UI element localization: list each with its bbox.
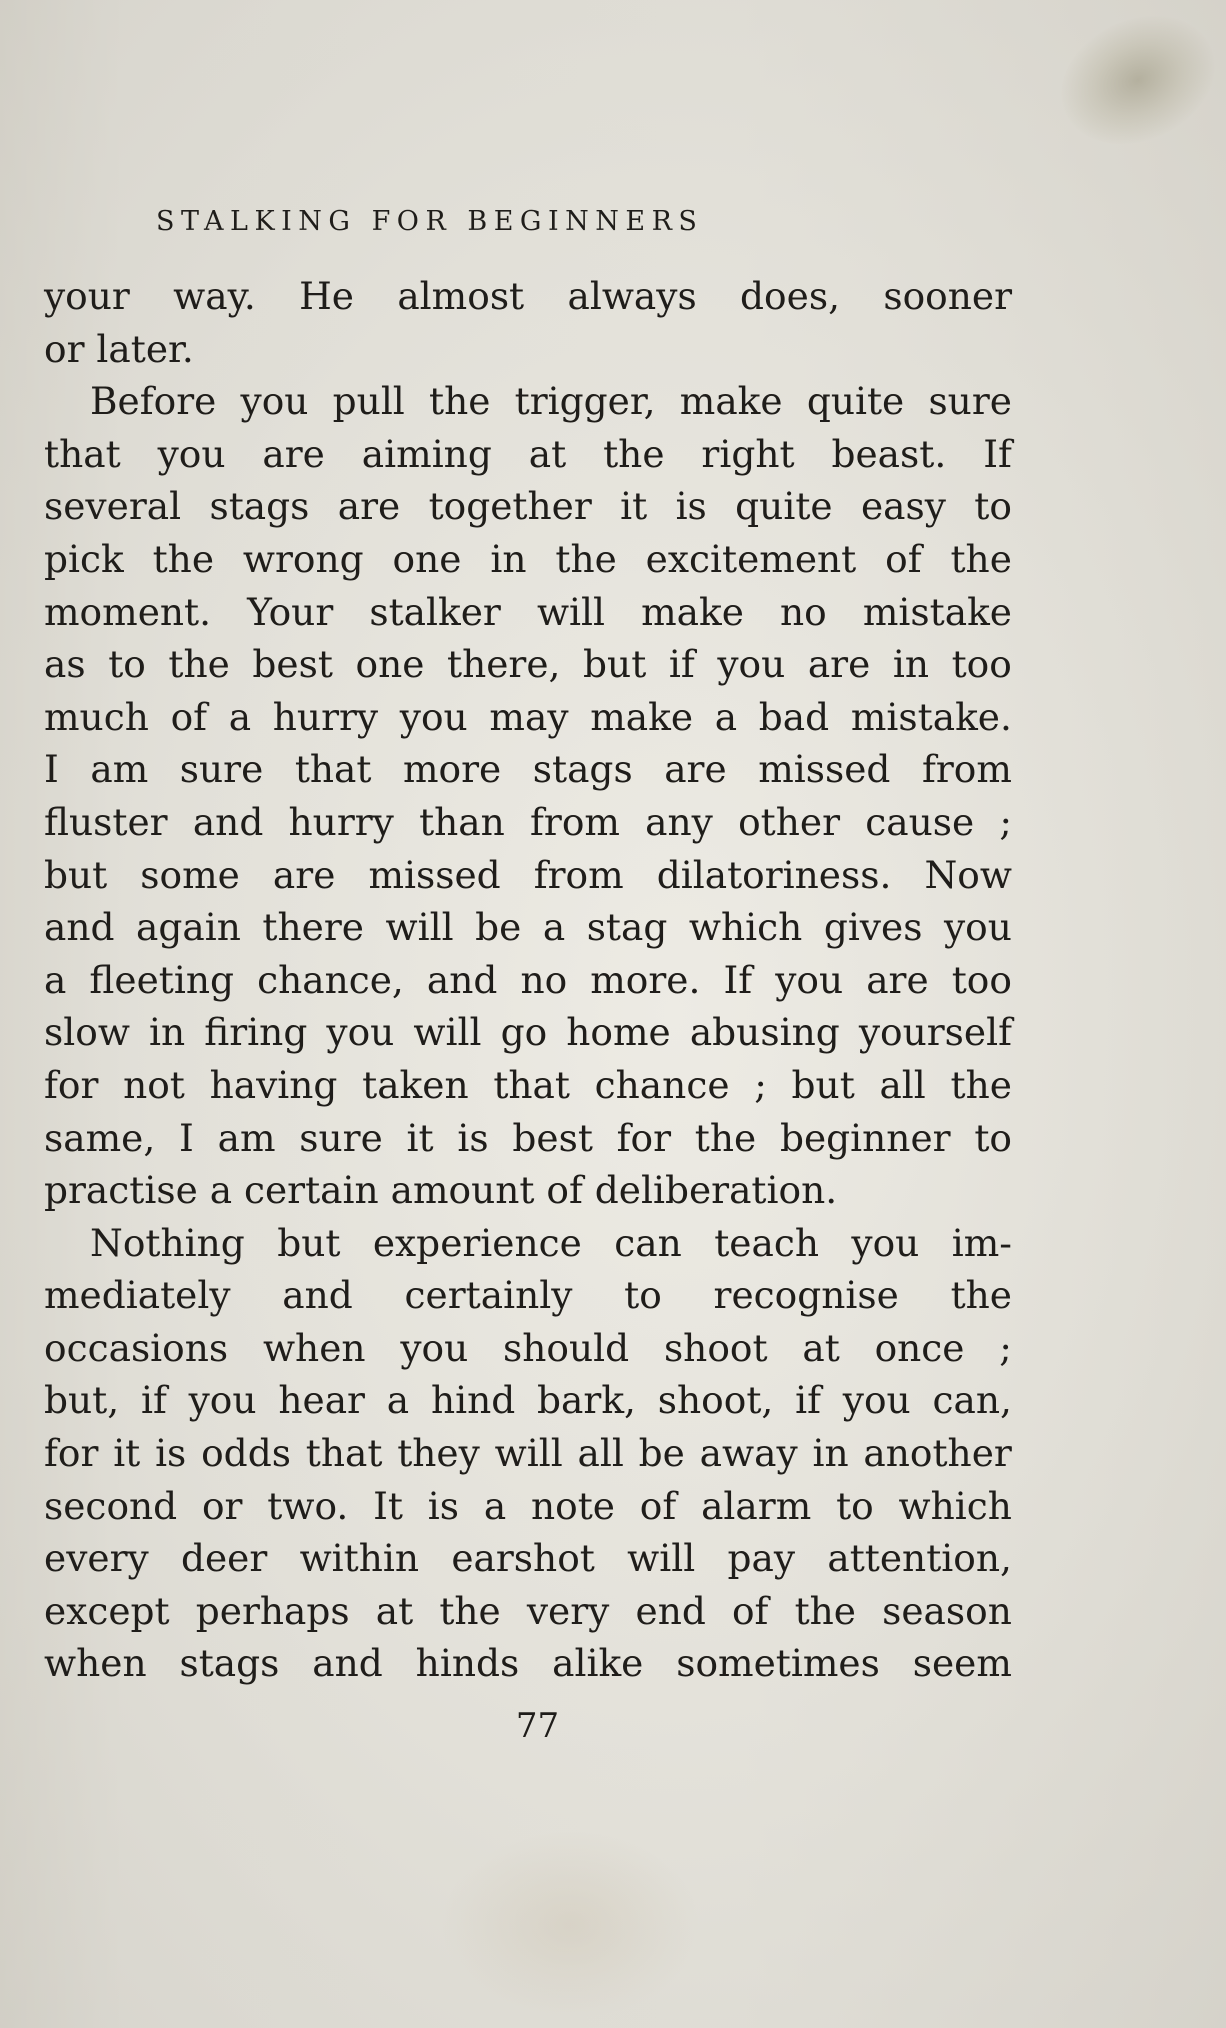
word: for [44,1062,99,1107]
word: stags [209,484,310,529]
word: dilatoriness. [656,852,892,897]
word: to [108,642,146,687]
word: cause [865,799,975,844]
text-line [44,1322,1012,1375]
word: again [136,905,241,950]
word: or [201,1483,243,1528]
word: if [795,1378,821,1423]
word: alike [552,1641,644,1686]
word: a [44,957,67,1002]
word: two. [267,1483,349,1528]
word: and [426,957,498,1002]
word: except [44,1588,170,1633]
text-line [44,849,1012,902]
word: no [780,589,827,634]
word: very [526,1588,610,1633]
word: if [668,642,695,687]
word: Now [924,852,1012,897]
word: other [738,799,840,844]
word: gives [823,905,923,950]
word: hurry [288,799,394,844]
word: the [555,536,617,581]
word: recognise [713,1273,899,1318]
word: shoot, [657,1378,774,1423]
word: you [851,1220,920,1265]
word: missed [368,852,501,897]
word: for [44,1431,99,1476]
word: beginner [779,1115,951,1160]
word: is [155,1431,187,1476]
word: perhaps [195,1588,350,1633]
word: than [419,799,505,844]
word: ; [999,799,1012,844]
word: your [44,274,130,318]
page-number: 77 [515,1706,560,1746]
word: abusing [689,1010,840,1055]
text-line [44,1269,1012,1322]
word: the [603,431,665,476]
word: are [337,484,401,529]
word: for [616,1115,672,1160]
word: you [943,905,1012,950]
text-line: practise a certain amount of deliberation. [44,1168,838,1213]
word: from [533,852,624,897]
word: teach [714,1220,819,1265]
word: quite [806,379,905,424]
text-line [44,1427,1012,1480]
text-line [44,586,1012,639]
word: hind [430,1378,516,1423]
text-line [44,954,1012,1007]
word: a [483,1483,507,1528]
word: earshot [451,1536,595,1581]
word: is [427,1483,460,1528]
word: all [577,1431,624,1476]
word: more [402,747,502,792]
word: from [530,799,620,844]
word: I [179,1115,194,1160]
word: the [168,642,230,687]
page-discoloration [440,1830,700,2020]
word: taken [362,1062,469,1107]
word: chance [594,1062,730,1107]
word: it [113,1431,141,1476]
word: am [217,1115,276,1160]
word: are [866,957,929,1002]
word: attention, [827,1536,1012,1581]
word: at [528,431,567,476]
word: the [694,1115,757,1160]
word: best [512,1115,593,1160]
text-line [44,1637,1012,1690]
word: several [44,484,182,529]
text-line [44,270,1012,323]
word: within [299,1536,420,1581]
word: the [439,1588,501,1633]
word: too [951,642,1012,687]
word: will [494,1431,563,1476]
word: hear [278,1378,365,1423]
word: seem [912,1641,1012,1686]
word: does, [740,274,840,318]
word: fleeting [89,957,235,1002]
text-line [44,1374,1012,1427]
word: having [209,1062,338,1107]
word: from [921,747,1012,792]
text-line [44,1112,1012,1165]
word: every [44,1536,149,1581]
word: but [277,1220,341,1265]
word: sure [179,747,264,792]
text-line [44,1059,1012,1112]
word: note [531,1483,615,1528]
word: the [950,1273,1012,1318]
word: you [400,1325,469,1370]
word: certainly [404,1273,573,1318]
word: there [262,905,364,950]
word: may [489,694,569,739]
word: any [645,799,713,844]
text-line [44,428,1012,481]
text-line [44,1480,1012,1533]
word: in [892,642,930,687]
word: one [355,642,425,687]
text-line [44,1217,1012,1270]
word: of [170,694,208,739]
running-head: STALKING FOR BEGINNERS [156,206,704,237]
word: home [566,1010,671,1055]
word: quite [735,484,833,529]
word: no [520,957,568,1002]
word: another [863,1431,1012,1476]
word: the [152,536,215,581]
word: of [639,1483,677,1528]
word: is [457,1115,489,1160]
text-line [44,1532,1012,1585]
word: that [305,1431,383,1476]
word: you [399,694,468,739]
word: mistake. [850,694,1012,739]
word: one [392,536,462,581]
word: pay [727,1536,796,1581]
word: you [240,379,309,424]
word: away [699,1431,798,1476]
text-line [44,480,1012,533]
word: you [326,1010,395,1055]
word: pull [332,379,405,424]
word: much [44,694,149,739]
word: to [836,1483,874,1528]
word: always [567,274,697,318]
text-line [44,743,1012,796]
word: when [44,1641,147,1686]
word: almost [397,274,525,318]
word: which [898,1483,1012,1528]
word: when [262,1325,366,1370]
word: wrong [242,536,364,581]
word: and [192,799,264,844]
word: and [312,1641,383,1686]
word: will [385,905,454,950]
text-line: or later. [44,326,194,371]
word: of [731,1588,769,1633]
word: it [406,1115,434,1160]
word: as [44,642,86,687]
word: that [294,747,372,792]
word: the [950,1062,1012,1107]
word: If [723,957,753,1002]
word: be [638,1431,685,1476]
word: experience [372,1220,582,1265]
word: It [373,1483,403,1528]
word: stags [179,1641,280,1686]
word: is [675,484,707,529]
word: Before [90,379,217,424]
word: but [791,1062,855,1107]
word: sure [299,1115,383,1160]
word: to [624,1273,662,1318]
word: odds [201,1431,291,1476]
word: will [627,1536,696,1581]
page-stain [1040,0,1226,168]
word: of [885,536,922,581]
word: firing [204,1010,308,1055]
word: to [974,1115,1012,1160]
word: make [679,379,783,424]
word: missed [758,747,891,792]
word: am [90,747,149,792]
word: too [951,957,1012,1002]
word: a [714,694,738,739]
word: at [802,1325,840,1370]
word: pick [44,536,124,581]
word: shoot [663,1325,768,1370]
word: chance, [257,957,404,1002]
word: be [475,905,522,950]
word: sooner [883,274,1012,318]
word: and [44,905,115,950]
word: will [413,1010,482,1055]
word: excitement [645,536,857,581]
word: can, [932,1378,1012,1423]
word: alarm [701,1483,812,1528]
word: you [717,642,786,687]
word: mistake [862,589,1012,634]
word: you [188,1378,257,1423]
word: hinds [415,1641,520,1686]
word: aiming [361,431,492,476]
word: sure [928,379,1012,424]
word: are [272,852,336,897]
word: mediately [44,1273,231,1318]
word: are [664,747,727,792]
word: If [983,431,1012,476]
word: bark, [537,1378,636,1423]
word: will [536,589,606,634]
word: slow [44,1010,130,1055]
word: you [775,957,844,1002]
word: moment. [44,589,212,634]
word: all [879,1062,926,1107]
word: He [299,274,354,318]
word: in [149,1010,186,1055]
text-line [44,1006,1012,1059]
word: but [583,642,647,687]
word: make [641,589,744,634]
word: in [812,1431,849,1476]
word: a [386,1378,410,1423]
word: go [500,1010,548,1055]
word: best [252,642,333,687]
word: and [282,1273,353,1318]
word: are [807,642,871,687]
word: sometimes [676,1641,880,1686]
word: it [620,484,648,529]
word: but [44,852,108,897]
word: there, [447,642,561,687]
word: second [44,1483,178,1528]
body-text [44,270,1012,1690]
word: yourself [858,1010,1012,1055]
text-line [44,901,1012,954]
text-line [44,691,1012,744]
word: you [157,431,226,476]
word: bad [758,694,830,739]
word: hurry [272,694,379,739]
word: make [590,694,694,739]
word: stalker [369,589,501,634]
word: season [882,1588,1012,1633]
word: a [228,694,252,739]
word: Your [247,589,334,634]
word: end [635,1588,706,1633]
word: trigger, [514,379,656,424]
text-line [44,796,1012,849]
word: they [397,1431,480,1476]
word: im- [951,1220,1012,1265]
word: stag [586,905,668,950]
word: together [428,484,592,529]
word: can [614,1220,682,1265]
word: the [429,379,491,424]
word: that [44,431,121,476]
word: right [701,431,795,476]
word: ; [999,1325,1012,1370]
word: if [140,1378,167,1423]
word: occasions [44,1325,229,1370]
word: not [123,1062,185,1107]
text-line [44,375,1012,428]
word: I [44,747,59,792]
word: ; [754,1062,767,1107]
word: are [262,431,325,476]
word: way. [173,274,256,318]
word: the [794,1588,856,1633]
word: easy [860,484,946,529]
word: beast. [831,431,947,476]
word: which [688,905,803,950]
word: some [140,852,240,897]
word: deer [180,1536,268,1581]
word: should [503,1325,630,1370]
word: but, [44,1378,120,1423]
word: the [950,536,1012,581]
word: once [874,1325,965,1370]
word: in [490,536,527,581]
word: that [493,1062,570,1107]
word: at [375,1588,414,1633]
word: fluster [44,799,168,844]
word: more. [590,957,701,1002]
word: stags [532,747,633,792]
word: a [542,905,566,950]
word: Nothing [90,1220,245,1265]
word: same, [44,1115,156,1160]
text-line [44,533,1012,586]
text-line [44,638,1012,691]
word: you [842,1378,911,1423]
word: to [974,484,1012,529]
text-line [44,1585,1012,1638]
